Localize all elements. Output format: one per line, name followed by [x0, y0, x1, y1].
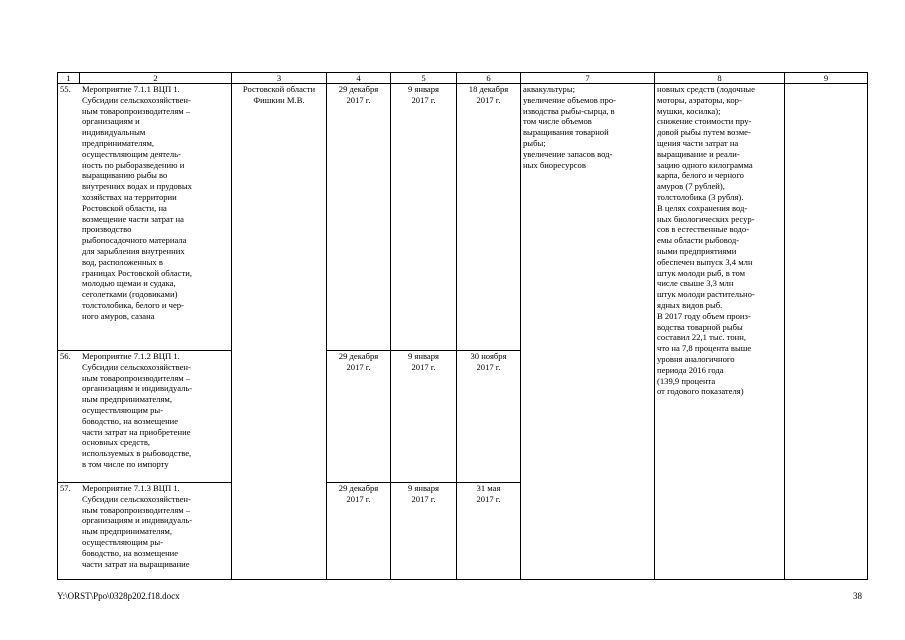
header-cell: 8 [655, 73, 785, 84]
header-row [58, 73, 868, 84]
fact-date-cell: 18 декабря 2017 г. [457, 84, 521, 351]
page-number: 38 [853, 591, 862, 601]
fact-date-cell: 30 ноября 2017 г. [457, 351, 521, 483]
header-cell: 6 [457, 73, 521, 84]
header-cell: 3 [232, 73, 327, 84]
event-cell [58, 351, 232, 483]
event-cell [58, 84, 232, 351]
end-date-cell: 9 января 2017 г. [391, 84, 457, 351]
header-cell: 2 [80, 73, 232, 84]
expected-result-cell: аквакультуры; увеличение объемов про- изводства рыбы-сырца, в том числе объемов выращивания товарной рыбы; увеличение запасов вод- ных биоресурсов [521, 84, 655, 580]
row-number: 57. [60, 483, 71, 493]
header-cell: 4 [327, 73, 391, 84]
header-cell: 7 [521, 73, 655, 84]
end-date-cell: 9 января 2017 г. [391, 351, 457, 483]
start-date-cell: 29 декабря 2017 г. [327, 483, 391, 580]
row-number: 55. [60, 84, 71, 94]
fact-date-cell: 31 мая 2017 г. [457, 483, 521, 580]
event-text: Мероприятие 7.1.2 ВЦП 1. Субсидии сельскохозяйствен- ным товаропроизводителям – организациям и индивидуаль- ным предпринимателям, осуществляющим ры- боводство, на возмещение части затрат на приобретение основных средств, используемых в рыбоводстве, в том числе по импорту [82, 351, 193, 469]
footer-file-path: Y:\ORST\Ppo\0328p202.f18.docx [57, 591, 180, 601]
actual-result-cell: новных средств (лодочные моторы, аэраторы, кор- мушки, косилка); снижение стоимости пру- довой рыбы путем возме- щения части затрат на выращивание и реали- зацию одного килограмма карпа, белого и черного амуров (7 рублей), толстолобика (3 рубля). В целях сохранения вод- ных биологических ресур- сов в естественные водо- емы области рыбовод- ными предприятиями обеспечен выпуск 3,4 млн штук молоди рыб, в том числе свыше 3,3 млн штук молоди растительно- ядных видов рыб. В 2017 году объем произ- водства товарной рыбы составил 22,1 тыс. тонн, что на 7,8 процента выше уровня аналогичного периода 2016 года (139,9 процента от годового показателя) [655, 84, 785, 580]
plan-table [57, 72, 868, 580]
header-cell: 9 [785, 73, 868, 84]
end-date-cell: 9 января 2017 г. [391, 483, 457, 580]
event-cell [58, 483, 232, 580]
event-text: Мероприятие 7.1.3 ВЦП 1. Субсидии сельскохозяйствен- ным товаропроизводителям – организациям и индивидуаль- ным предпринимателям, осуществляющим ры- боводство, на возмещение части затрат на выращивание [82, 483, 193, 569]
row-number: 56. [60, 351, 71, 361]
start-date-cell: 29 декабря 2017 г. [327, 84, 391, 351]
event-text: Мероприятие 7.1.1 ВЦП 1. Субсидии сельскохозяйствен- ным товаропроизводителям – организациям и индивидуальным предпринимателям, осуществляющим деятель- ность по рыборазведению и выращиванию рыбы во внутренних водах и прудовых хозяйствах на территории Ростовской области, на возмещение части затрат на производство рыбопосадочного материала для зарыбления внутренних вод, расположенных в границах Ростовской области, молодью щемаи и судака, сеголетками (годовиками) толстолобика, белого и чер- ного амуров, сазана [82, 84, 193, 321]
header-cell: 1 [58, 73, 80, 84]
start-date-cell: 29 декабря 2017 г. [327, 351, 391, 483]
notes-cell [785, 84, 868, 580]
header-cell: 5 [391, 73, 457, 84]
executor-cell: Ростовской области Фишкин М.В. [232, 84, 327, 580]
table-row [58, 84, 868, 351]
